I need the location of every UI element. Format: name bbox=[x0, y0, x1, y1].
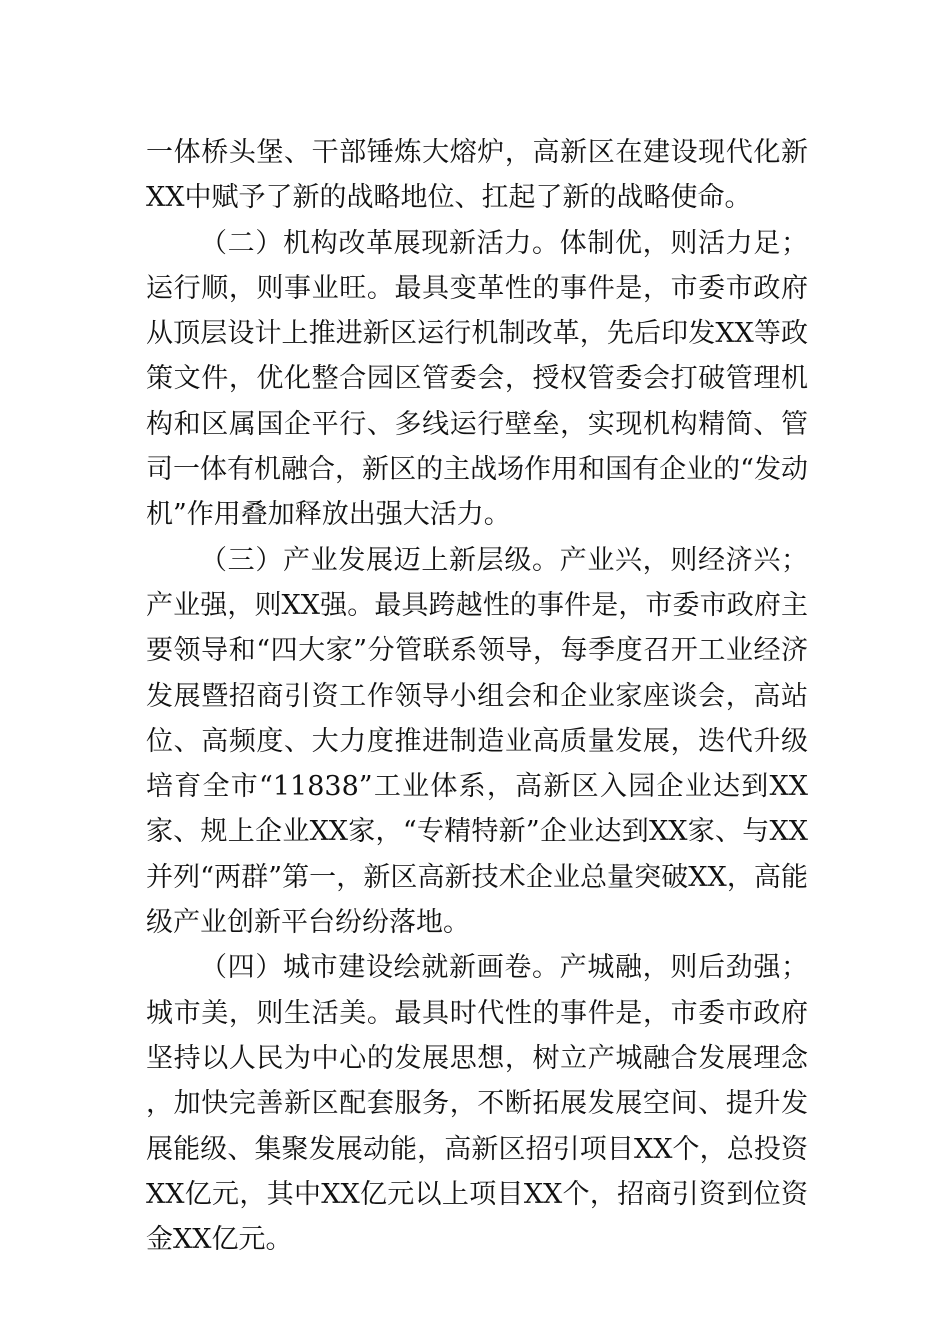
document-body bbox=[146, 130, 808, 1262]
paragraph-4-text: 产城融，则后劲强；城市美，则生活美。最具时代性的事件是，市委市政府坚持以人民为中心的发展思想，树立产城融合发展理念，加快完善新区配套服务，不断拓展发展空间、提升发展能级、集聚发展动能，高新区招引项目XX个，总投资XX亿元，其中XX亿元以上项目XX个，招商引资到位资金XX亿元。 bbox=[146, 952, 809, 1256]
paragraph-2 bbox=[146, 221, 808, 538]
paragraph-1 bbox=[146, 130, 808, 221]
section-heading-3: （三）产业发展迈上新层级。 bbox=[200, 544, 560, 576]
paragraph-2-text: 体制优，则活力足；运行顺，则事业旺。最具变革性的事件是，市委市政府从顶层设计上推进新区运行机制改革，先后印发XX等政策文件，优化整合园区管委会，授权管委会打破管理机构和区属国企平行、多线运行壁垒，实现机构精简、管司一体有机融合，新区的主战场作用和国有企业的“发动机”作用叠加释放出强大活力。 bbox=[146, 227, 809, 531]
paragraph-1-text: 一体桥头堡、干部锤炼大熔炉，高新区在建设现代化新XX中赋予了新的战略地位、扛起了新的战略使命。 bbox=[146, 137, 808, 214]
section-heading-4: （四）城市建设绘就新画卷。 bbox=[200, 952, 560, 984]
paragraph-3 bbox=[146, 538, 808, 946]
section-heading-2: （二）机构改革展现新活力。 bbox=[200, 227, 560, 259]
paragraph-4 bbox=[146, 945, 808, 1262]
paragraph-3-text: 产业兴，则经济兴；产业强，则XX强。最具跨越性的事件是，市委市政府主要领导和“四大家”分管联系领导，每季度召开工业经济发展暨招商引资工作领导小组会和企业家座谈会，高站位、高频度、大力度推进制造业高质量发展，迭代升级培育全市“11838”工业体系，高新区入园企业达到XX家、规上企业XX家，“专精特新”企业达到XX家、与XX并列“两群”第一，新区高新技术企业总量突破XX，高能级产业创新平台纷纷落地。 bbox=[146, 544, 809, 939]
